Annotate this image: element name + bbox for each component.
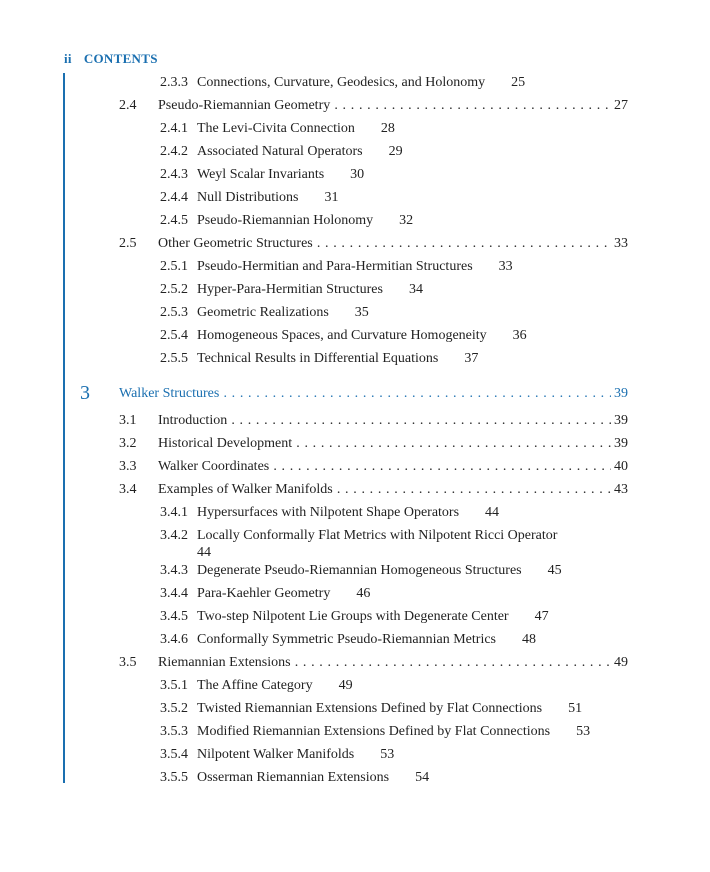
entry-title-line (197, 628, 536, 651)
entry-number: 2.5.3 (160, 305, 188, 320)
toc-entry[interactable] (0, 140, 710, 163)
entry-number: 3.4.3 (160, 563, 188, 578)
toc-entry[interactable] (0, 117, 710, 140)
entry-title-line (197, 301, 369, 324)
entry-number: 2.5.5 (160, 351, 188, 366)
entry-title: Connections, Curvature, Geodesics, and Holonomy (197, 75, 486, 90)
entry-title: Walker Structures . . . (119, 378, 628, 409)
entry-page: 45 (547, 563, 562, 578)
entry-number: 3.4.1 (160, 505, 188, 520)
entry-title-line (197, 255, 513, 278)
toc-entry[interactable] (0, 720, 710, 743)
toc-entry[interactable] (0, 455, 710, 478)
entry-page: 47 (534, 609, 549, 624)
entry-title-line (197, 163, 364, 186)
entry-page: 28 (380, 121, 395, 136)
toc-entry[interactable] (0, 324, 710, 347)
entry-number: 3.4.2 (160, 528, 188, 543)
entry-page: 43 (611, 478, 628, 501)
entry-title: Introduction . . . (158, 409, 628, 432)
entry-title-line (197, 674, 353, 697)
entry-page: 51 (568, 701, 583, 716)
toc-entry[interactable] (0, 697, 710, 720)
entry-number: 2.5.4 (160, 328, 188, 343)
toc-entry[interactable] (0, 94, 710, 117)
toc-entry[interactable] (0, 409, 710, 432)
toc-entry[interactable] (0, 605, 710, 628)
toc-entry[interactable] (0, 255, 710, 278)
entry-page: 39 (611, 432, 628, 455)
entry-page: 33 (611, 232, 628, 255)
toc-entry[interactable] (0, 232, 710, 255)
entry-title: Technical Results in Differential Equations (197, 351, 439, 366)
entry-page: 32 (399, 213, 414, 228)
entry-title: Walker Coordinates . . . (158, 455, 628, 478)
entry-number: 2.3.3 (160, 75, 188, 90)
toc-entry[interactable] (0, 301, 710, 324)
entry-number: 3.5.3 (160, 724, 188, 739)
toc-entry[interactable] (0, 674, 710, 697)
toc-entry[interactable] (0, 186, 710, 209)
entry-title: Examples of Walker Manifolds . . . (158, 478, 628, 501)
entry-number: 2.4.2 (160, 144, 188, 159)
entry-title-line (197, 347, 478, 370)
toc-entry[interactable] (0, 628, 710, 651)
entry-title-line (197, 582, 370, 605)
entry-number: 3.5.2 (160, 701, 188, 716)
entry-page: 37 (464, 351, 479, 366)
entry-page: 44 (197, 545, 211, 560)
entry-title: Historical Development . . . (158, 432, 628, 455)
table-of-contents (0, 71, 710, 789)
entry-page: 39 (611, 409, 628, 432)
entry-page: 54 (415, 770, 430, 785)
entry-number: 3.4 (119, 482, 137, 497)
entry-page: 30 (350, 167, 365, 182)
header-title: CONTENTS (83, 51, 158, 66)
entry-number: 2.5.2 (160, 282, 188, 297)
entry-title: Nilpotent Walker Manifolds (197, 747, 355, 762)
entry-number: 3.4.6 (160, 632, 188, 647)
entry-title-line (197, 278, 423, 301)
entry-title-line (197, 720, 590, 743)
toc-entry[interactable] (0, 478, 710, 501)
toc-entry[interactable] (0, 278, 710, 301)
entry-title: Pseudo-Riemannian Holonomy (197, 213, 374, 228)
entry-number: 3.2 (119, 436, 137, 451)
entry-title-line (197, 559, 562, 582)
entry-number: 2.5 (119, 236, 137, 251)
toc-entry[interactable] (0, 163, 710, 186)
running-header (64, 51, 158, 67)
entry-page: 34 (408, 282, 423, 297)
entry-number: 3 (80, 382, 90, 404)
entry-title: Geometric Realizations (197, 305, 329, 320)
entry-page: 36 (512, 328, 527, 343)
toc-entry[interactable] (0, 501, 710, 524)
toc-entry[interactable] (0, 651, 710, 674)
entry-title: Weyl Scalar Invariants (197, 167, 325, 182)
entry-title: The Levi-Civita Connection (197, 121, 355, 136)
entry-title: Other Geometric Structures . . . (158, 232, 628, 255)
toc-entry[interactable] (0, 432, 710, 455)
entry-title-line (197, 501, 499, 524)
entry-title: Hypersurfaces with Nilpotent Shape Operators (197, 505, 460, 520)
toc-entry[interactable] (0, 559, 710, 582)
entry-title-line (197, 140, 403, 163)
toc-chapter[interactable] (0, 378, 710, 409)
entry-page: 29 (388, 144, 403, 159)
toc-entry[interactable] (0, 743, 710, 766)
entry-title-line (197, 71, 525, 94)
entry-title-line (197, 743, 394, 766)
entry-title: Homogeneous Spaces, and Curvature Homogeneity (197, 328, 487, 343)
entry-page: 49 (611, 651, 628, 674)
entry-number: 3.5 (119, 655, 137, 670)
entry-title: Locally Conformally Flat Metrics with Nilpotent Ricci Operator (197, 528, 558, 543)
entry-page: 33 (498, 259, 513, 274)
entry-number: 2.4.5 (160, 213, 188, 228)
toc-entry[interactable] (0, 347, 710, 370)
entry-number: 2.4 (119, 98, 137, 113)
entry-title: Hyper-Para-Hermitian Structures (197, 282, 383, 297)
entry-title: Conformally Symmetric Pseudo-Riemannian Metrics (197, 632, 497, 647)
entry-number: 2.5.1 (160, 259, 188, 274)
entry-page: 31 (324, 190, 339, 205)
entry-page: 48 (522, 632, 537, 647)
entry-number: 3.5.4 (160, 747, 188, 762)
entry-title: Para-Kaehler Geometry (197, 586, 331, 601)
entry-page: 35 (354, 305, 369, 320)
entry-number: 3.4.5 (160, 609, 188, 624)
entry-title-line (197, 209, 413, 232)
entry-page: 25 (511, 75, 526, 90)
entry-title-line (197, 605, 549, 628)
entry-title: Null Distributions (197, 190, 299, 205)
entry-title: Pseudo-Hermitian and Para-Hermitian Structures (197, 259, 473, 274)
entry-title: Modified Riemannian Extensions Defined by Flat Connections (197, 724, 551, 739)
entry-page: 49 (338, 678, 353, 693)
entry-title-line (197, 186, 339, 209)
entry-title: The Affine Category (197, 678, 313, 693)
entry-title: Degenerate Pseudo-Riemannian Homogeneous Structures (197, 563, 522, 578)
page-number: ii (64, 51, 72, 66)
entry-page: 53 (576, 724, 591, 739)
entry-title: Two-step Nilpotent Lie Groups with Degenerate Center (197, 609, 509, 624)
entry-number: 2.4.3 (160, 167, 188, 182)
entry-title-line (197, 117, 395, 140)
entry-title-line (197, 697, 582, 720)
entry-title: Osserman Riemannian Extensions (197, 770, 390, 785)
entry-number: 3.1 (119, 413, 137, 428)
entry-title-line (197, 324, 527, 347)
entry-title-line (197, 527, 577, 561)
toc-entry[interactable] (0, 71, 710, 94)
entry-number: 2.4.1 (160, 121, 188, 136)
entry-page: 27 (611, 94, 628, 117)
toc-entry[interactable] (0, 766, 710, 789)
entry-page: 46 (356, 586, 371, 601)
entry-number: 2.4.4 (160, 190, 188, 205)
entry-number: 3.5.5 (160, 770, 188, 785)
entry-number: 3.4.4 (160, 586, 188, 601)
entry-page: 53 (380, 747, 395, 762)
entry-title-line (197, 766, 429, 789)
entry-title: Associated Natural Operators (197, 144, 363, 159)
entry-number: 3.3 (119, 459, 137, 474)
entry-page: 39 (611, 378, 628, 409)
entry-title: Pseudo-Riemannian Geometry . . . (158, 94, 628, 117)
entry-page: 40 (611, 455, 628, 478)
toc-entry[interactable] (0, 209, 710, 232)
entry-number: 3.5.1 (160, 678, 188, 693)
toc-entry[interactable] (0, 582, 710, 605)
toc-entry[interactable] (0, 524, 710, 559)
entry-title: Twisted Riemannian Extensions Defined by Flat Connections (197, 701, 543, 716)
entry-title: Riemannian Extensions . . . (158, 651, 628, 674)
entry-page: 44 (485, 505, 500, 520)
